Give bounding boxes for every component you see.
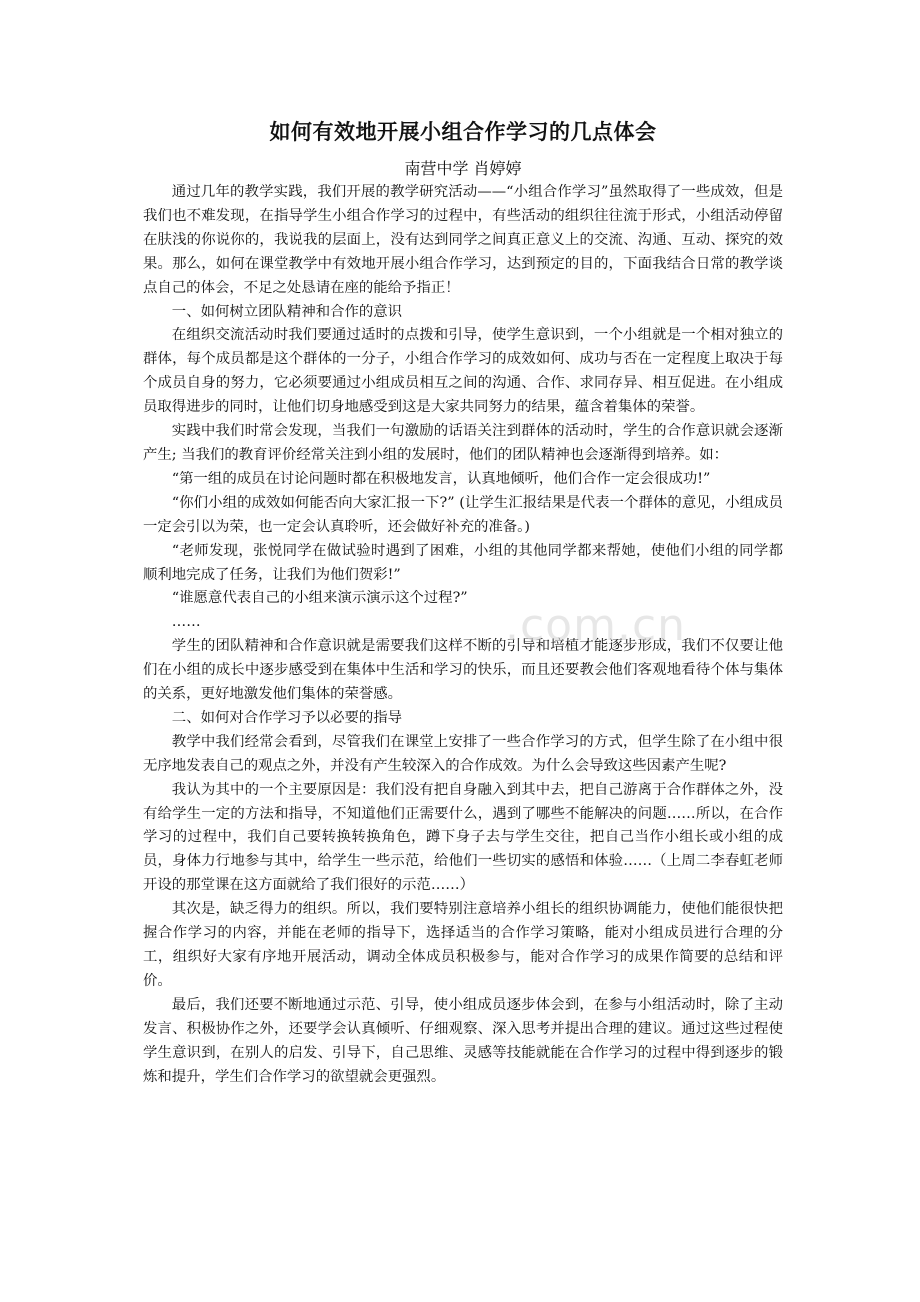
section-heading-1: 一、如何树立团队精神和合作的意识 xyxy=(171,303,403,320)
quote-paragraph: “谁愿意代表自己的小组来演示演示这个过程?” xyxy=(171,590,468,607)
paragraph: 教学中我们经常会看到，尽管我们在课堂上安排了一些合作学习的方式，但学生除了在小组中很无序地发表自己的观点之外，并没有产生较深入的合作成效。为什么会导致这些因素产生呢? xyxy=(143,733,783,774)
document-title: 如何有效地开展小组合作学习的几点体会 xyxy=(269,119,657,144)
quote-paragraph: “第一组的成员在讨论问题时都在积极地发言，认真地倾听，他们合作一定会很成功!” xyxy=(171,470,711,487)
document-body xyxy=(143,181,783,1089)
paragraph-intro: 通过几年的教学实践，我们开展的教学研究活动——“小组合作学习”虽然取得了一些成效，但是我们也不难发现，在指导学生小组合作学习的过程中，有些活动的组织往往流于形式，小组活动停留在肤浅的你说你的，我说我的层面上，没有达到同学之间真正意义上的交流、沟通、互动、探究的效果。那么，如何在课堂教学中有效地开展小组合作学习，达到预定的目的，下面我结合日常的教学谈点自己的体会，不足之处恳请在座的能给予指正！ xyxy=(143,184,783,296)
paragraph: 最后，我们还要不断地通过示范、引导，使小组成员逐步体会到，在参与小组活动时，除了主动发言、积极协作之外，还要学会认真倾听、仔细观察、深入思考并提出合理的建议。通过这些过程使学生意识到，在别人的启发、引导下，自己思维、灵感等技能就能在合作学习的过程中得到逐步的锻炼和提升，学生们合作学习的欲望就会更强烈。 xyxy=(143,996,783,1085)
quote-paragraph: “老师发现，张悦同学在做试验时遇到了困难，小组的其他同学都来帮她，使他们小组的同学都顺利地完成了任务，让我们为他们贺彩!” xyxy=(143,542,783,583)
paragraph: 我认为其中的一个主要原因是：我们没有把自身融入到其中去，把自己游离于合作群体之外，没有给学生一定的方法和指导，不知道他们正需要什么，遇到了哪些不能解决的问题……所以，在合作学习的过程中，我们自己要转换转换角色，蹲下身子去与学生交往，把自己当作小组长或小组的成员，身体力行地参与其中，给学生一些示范，给他们一些切实的感悟和体验……（上周二李春虹老师开设的那堂课在这方面就给了我们很好的示范……） xyxy=(143,781,783,894)
quote-paragraph: “你们小组的成效如何能否向大家汇报一下?” (让学生汇报结果是代表一个群体的意见，小组成员一定会引以为荣，也一定会认真聆听，还会做好补充的准备。) xyxy=(143,494,783,535)
paragraph: 学生的团队精神和合作意识就是需要我们这样不断的引导和培植才能逐步形成，我们不仅要让他们在小组的成长中逐步感受到在集体中生活和学习的快乐，而且还要教会他们客观地看待个体与集体的关系，更好地激发他们集体的荣誉感。 xyxy=(143,638,783,703)
section-heading-2: 二、如何对合作学习予以必要的指导 xyxy=(171,709,403,726)
watermark: .com.cn xyxy=(505,600,687,651)
document-page xyxy=(143,117,783,1089)
author-line: 南营中学 肖婷婷 xyxy=(404,159,522,178)
ellipsis-line: …… xyxy=(171,614,201,631)
paragraph: 其次是，缺乏得力的组织。所以，我们要特别注意培养小组长的组织协调能力，使他们能很快把握合作学习的内容，并能在老师的指导下，选择适当的合作学习策略，能对小组成员进行合理的分工，组织好大家有序地开展活动，调动全体成员积极参与，能对合作学习的成果作简要的总结和评价。 xyxy=(143,901,783,989)
paragraph: 实践中我们时常会发现，当我们一句激励的话语关注到群体的活动时，学生的合作意识就会逐渐产生; 当我们的教育评价经常关注到小组的发展时，他们的团队精神也会逐渐得到培养。如： xyxy=(143,423,783,463)
paragraph: 在组织交流活动时我们要通过适时的点拨和引导，使学生意识到，一个小组就是一个相对独立的群体，每个成员都是这个群体的一分子，小组合作学习的成效如何、成功与否在一定程度上取决于每个成员自身的努力，它必须要通过小组成员相互之间的沟通、合作、求同存异、相互促进。在小组成员取得进步的同时，让他们切身地感受到这是大家共同努力的结果，蕴含着集体的荣誉。 xyxy=(143,327,783,416)
